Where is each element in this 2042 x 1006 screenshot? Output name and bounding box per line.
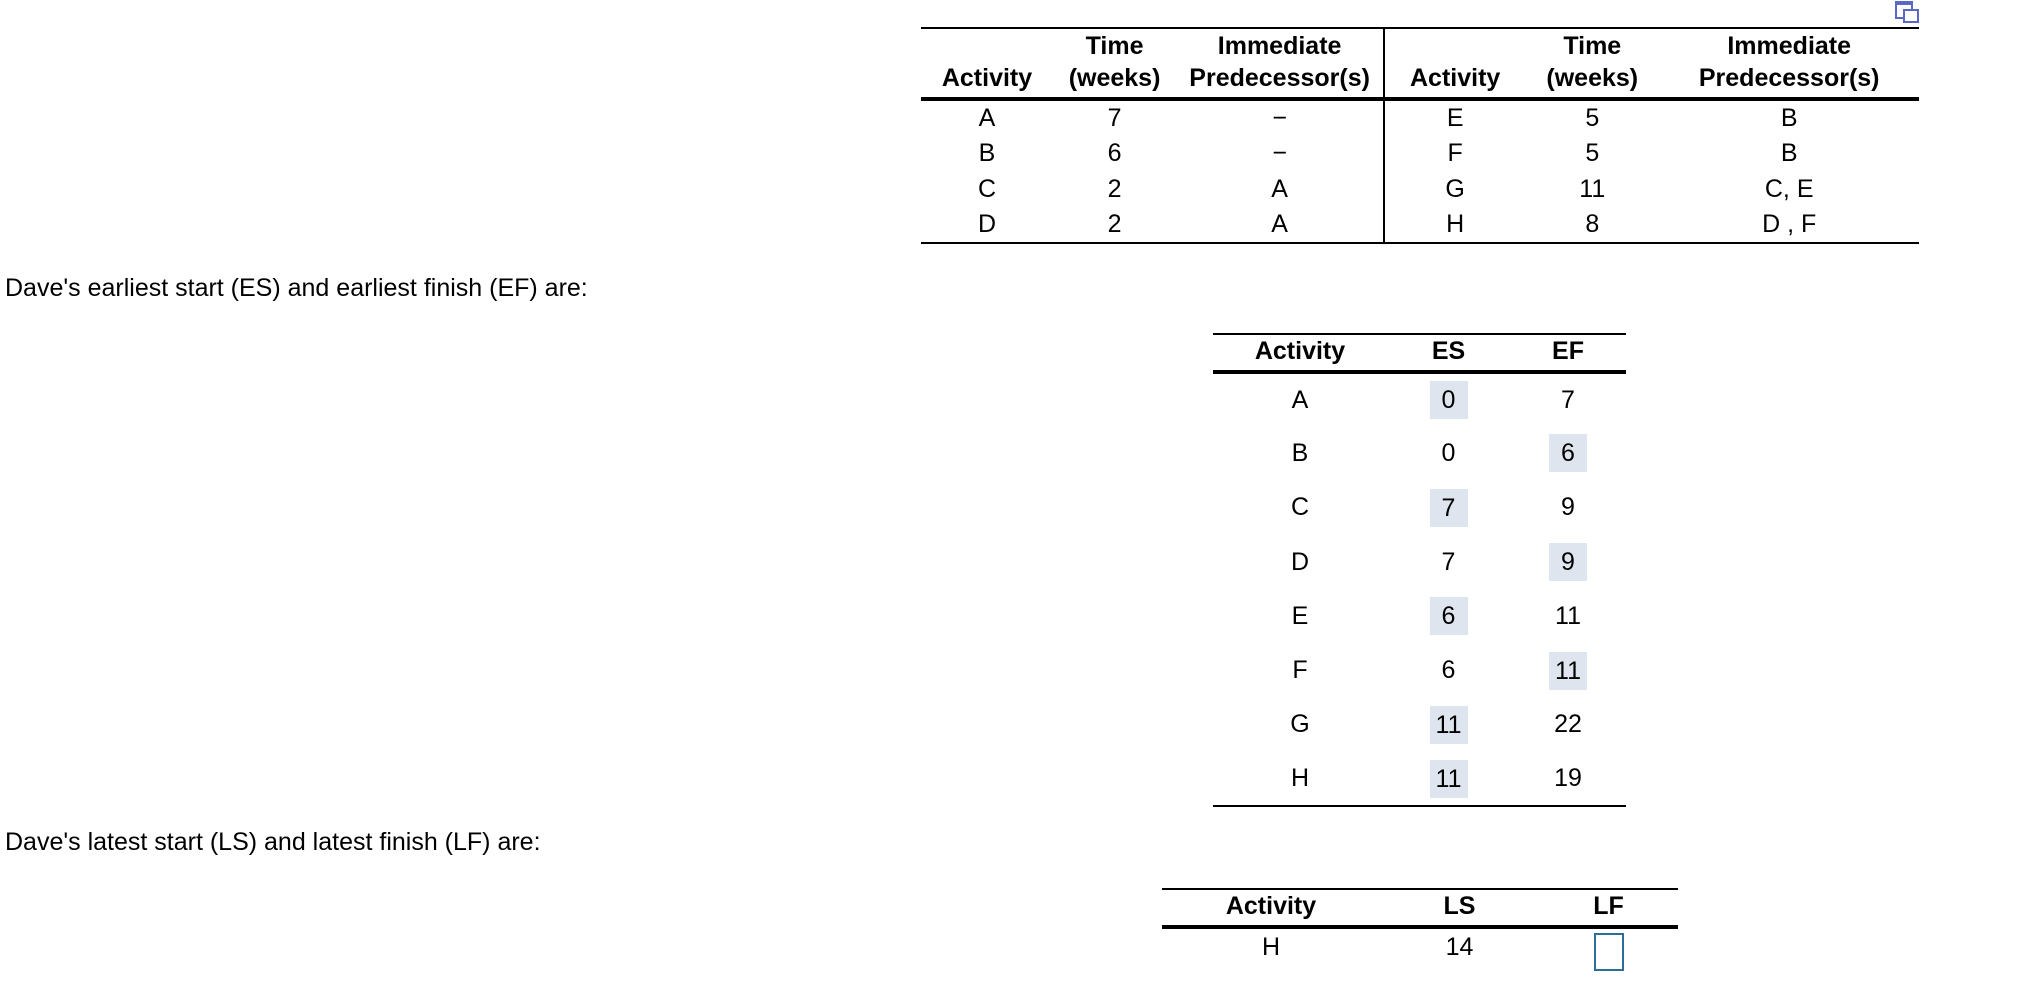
header-ef: EF: [1552, 337, 1584, 365]
cell-time: 2: [1107, 174, 1122, 203]
es-answer: 11: [1430, 706, 1468, 744]
header-ls: LS: [1443, 892, 1476, 920]
cell-activity: A: [1291, 385, 1309, 414]
es-value: 6: [1441, 656, 1456, 685]
header-es: ES: [1431, 337, 1466, 365]
cell-activity: E: [1291, 601, 1309, 630]
ef-answer: 6: [1549, 434, 1587, 472]
cell-activity: H: [1261, 933, 1281, 961]
cell-activity: H: [1446, 210, 1465, 238]
header-activity: Activity: [1254, 337, 1346, 365]
table-row: [921, 135, 1919, 171]
header-predecessor-right: Immediate Predecessor(s): [1698, 32, 1880, 92]
cell-predecessor: D , F: [1762, 210, 1817, 238]
cell-time: 2: [1107, 210, 1122, 238]
ef-value: 7: [1561, 385, 1575, 414]
table-row: [1213, 481, 1626, 535]
es-value: 7: [1441, 547, 1456, 576]
table-row: [1213, 589, 1626, 643]
header-time-left: Time (weeks): [1068, 32, 1161, 92]
ls-lf-table: [1162, 888, 1678, 971]
cell-time: 7: [1107, 103, 1122, 132]
table-row: [921, 99, 1919, 135]
activity-table: [921, 27, 1919, 244]
cell-time: 5: [1585, 138, 1600, 167]
es-ef-table: [1213, 333, 1626, 807]
cell-activity: C: [1290, 493, 1310, 522]
header-predecessor-left: Immediate Predecessor(s): [1176, 28, 1384, 99]
activity-table-header: [921, 28, 1919, 99]
table-row: [1213, 643, 1626, 697]
es-answer: 7: [1430, 489, 1468, 527]
cell-predecessor: −: [1176, 99, 1384, 135]
header-activity: Activity: [1225, 892, 1317, 920]
header-activity-left: Activity: [941, 64, 1033, 92]
table-row: [1213, 426, 1626, 480]
cell-activity: E: [1446, 103, 1464, 132]
cell-activity: D: [977, 210, 997, 238]
cell-activity: F: [1447, 138, 1463, 167]
cell-activity: A: [978, 103, 996, 132]
lf-answer-input[interactable]: [1594, 933, 1624, 971]
cell-ls: 14: [1445, 933, 1474, 961]
cell-time: 8: [1585, 210, 1600, 238]
cell-activity: G: [1445, 174, 1465, 203]
table-row: [921, 171, 1919, 207]
table-row: [921, 207, 1919, 243]
cell-time: 6: [1107, 138, 1122, 167]
ef-value: 22: [1554, 710, 1582, 739]
ef-value: 9: [1561, 493, 1575, 522]
ef-answer: 9: [1549, 543, 1587, 581]
es-answer: 6: [1430, 597, 1468, 635]
table-row: [1213, 752, 1626, 806]
es-ef-table-header: [1213, 334, 1626, 372]
ef-answer: 11: [1549, 652, 1587, 690]
cell-predecessor: −: [1176, 135, 1384, 171]
cell-activity: G: [1290, 710, 1310, 739]
ls-lf-prompt: Dave's latest start (LS) and latest finish (LF) are:: [5, 828, 541, 856]
cell-predecessor: A: [1176, 171, 1384, 207]
table-row: [1213, 698, 1626, 752]
cell-time: 5: [1585, 103, 1600, 132]
copy-icon[interactable]: [1895, 1, 1919, 23]
header-time-right: Time (weeks): [1546, 32, 1639, 92]
cell-activity: H: [1290, 764, 1310, 793]
cell-activity: C: [977, 174, 997, 203]
cell-activity: B: [978, 138, 996, 167]
table-row: [1213, 535, 1626, 589]
cell-predecessor: B: [1780, 138, 1798, 167]
cell-predecessor: B: [1780, 103, 1798, 132]
cell-time: 11: [1579, 174, 1606, 203]
es-answer: 11: [1430, 760, 1468, 798]
header-lf: LF: [1593, 892, 1624, 920]
cell-predecessor: A: [1176, 207, 1384, 243]
cell-activity: F: [1292, 656, 1308, 685]
ef-value: 19: [1554, 764, 1582, 793]
es-ef-prompt: Dave's earliest start (ES) and earliest finish (EF) are:: [5, 274, 588, 302]
cell-predecessor: C, E: [1764, 174, 1814, 203]
cell-activity: B: [1291, 438, 1309, 467]
header-activity-right: Activity: [1410, 64, 1501, 92]
ef-value: 11: [1555, 601, 1581, 630]
cell-activity: D: [1290, 547, 1310, 576]
table-row: [1162, 927, 1678, 971]
ls-lf-table-header: [1162, 889, 1678, 927]
table-row: [1213, 372, 1626, 426]
es-answer: 0: [1430, 381, 1468, 419]
es-value: 0: [1441, 438, 1456, 467]
